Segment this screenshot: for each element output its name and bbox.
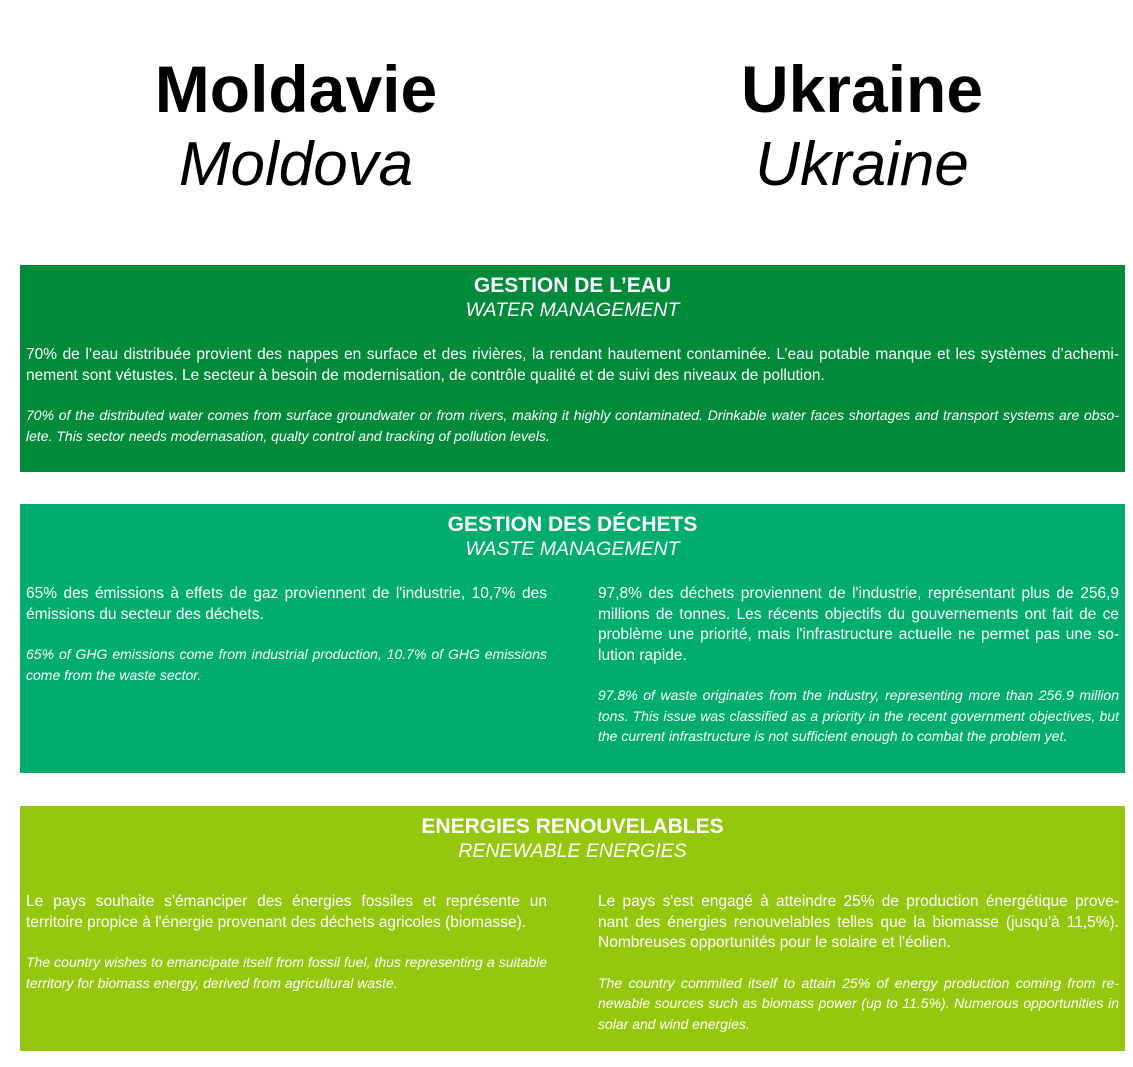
energy-moldova-column <box>26 892 547 993</box>
waste-moldova-column <box>26 584 547 685</box>
country-heading-moldova <box>86 52 506 204</box>
energy-moldova-text-en: The country wishes to emancipate itself from fossil fuel, thus representing a suitable territory for biomass energy, derived from agricultural waste. <box>26 954 547 991</box>
country-heading-ukraine <box>652 52 1072 204</box>
waste-ukraine-text-fr: 97,8% des déchets proviennent de l'industrie, représentant plus de 256,9 millions de tonnes. Les récents objectifs du gouvernements ont fait de ce problème une priorité, mais l'infrastructure actuelle ne permet pas une so-lution rapide. <box>598 585 1119 664</box>
renewable-energies-panel <box>20 806 1125 1051</box>
panel-title: ENERGIES RENOUVELABLES <box>421 815 724 838</box>
water-text-block <box>26 345 1119 446</box>
panel-subtitle: WATER MANAGEMENT <box>465 299 680 321</box>
waste-moldova-text-en: 65% of GHG emissions come from industrial production, 10.7% of GHG emissions come from the waste sector. <box>26 646 547 683</box>
energy-moldova-text-fr: Le pays souhaite s'émanciper des énergies fossiles et représente un territoire propice à l'énergie provenant des déchets agricoles (biomasse). <box>26 893 547 931</box>
water-management-panel <box>20 265 1125 472</box>
energy-ukraine-text-en: The country commited itself to attain 25% of energy production coming from re-newable sources such as biomass power (up to 11.5%). Numerous opportunities in solar and wind energies. <box>598 974 1119 1032</box>
country-name-fr: Ukraine <box>740 52 984 126</box>
waste-ukraine-column <box>598 584 1119 747</box>
country-name-fr: Moldavie <box>154 52 438 126</box>
country-name-en: Moldova <box>178 130 414 199</box>
waste-moldova-text-fr: 65% des émissions à effets de gaz proviennent de l'industrie, 10,7% des émissions du secteur des déchets. <box>26 585 547 623</box>
panel-title: GESTION DES DÉCHETS <box>447 513 698 536</box>
energy-ukraine-text-fr: Le pays s'est engagé à atteindre 25% de production énergétique prove-nant des énergies renouvelables telles que la biomasse (jusqu'à 11,5%). Nombreuses opportunités pour le solaire et l'éolien. <box>598 893 1119 951</box>
water-text-en: 70% of the distributed water comes from surface groundwater or from rivers, making it highly contaminated. Drinkable water faces shortages and transport systems are obso-lete. This sector needs modernasation, qualty control and tracking of pollution levels. <box>26 407 1119 444</box>
water-text-fr: 70% de l’eau distribuée provient des nappes en surface et des rivières, la rendant hautement contaminée. L’eau potable manque et les systèmes d’achemi-nement sont vétustes. Le secteur à besoin de modernisation, de contrôle qualité et de suivi des niveaux de pollution. <box>26 346 1119 384</box>
panel-subtitle: RENEWABLE ENERGIES <box>458 840 687 862</box>
panel-subtitle: WASTE MANAGEMENT <box>465 538 680 560</box>
energy-ukraine-column <box>598 892 1119 1034</box>
country-name-en: Ukraine <box>755 130 969 199</box>
panel-title: GESTION DE L’EAU <box>473 274 672 297</box>
waste-ukraine-text-en: 97.8% of waste originates from the industry, representing more than 256.9 million tons. This issue was classified as a priority in the recent government objectives, but the current infrastructure is not sufficient enough to combat the problem yet. <box>598 687 1119 744</box>
waste-management-panel <box>20 504 1125 773</box>
